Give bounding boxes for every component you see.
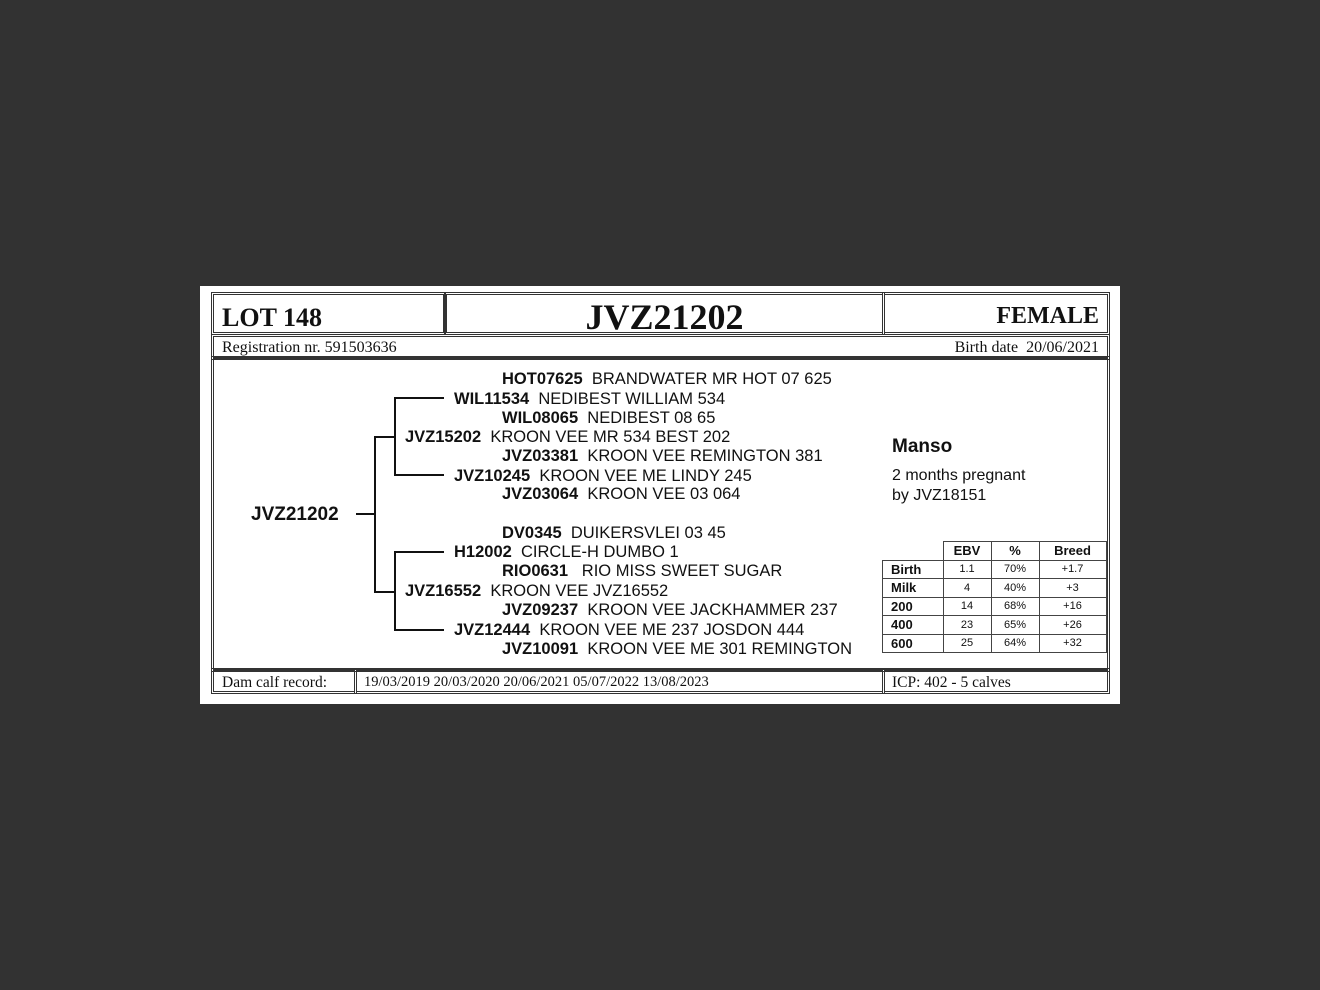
pedigree-code: HOT07625 [502, 370, 583, 388]
animal-name: Manso [892, 436, 953, 457]
pedigree-code: JVZ03064 [502, 485, 579, 503]
calf-record-label: Dam calf record: [222, 674, 327, 691]
pedigree-line [394, 551, 396, 631]
pedigree-ddd [502, 640, 852, 659]
pedigree-name: CIRCLE-H DUMBO 1 [520, 543, 679, 561]
pedigree-ssd [502, 409, 715, 428]
icp-box [882, 668, 1110, 694]
pedigree-name: KROON VEE JVZ16552 [490, 582, 669, 600]
pedigree-sire [405, 428, 730, 447]
ebv-value: 23 [943, 616, 991, 635]
ebv-table [882, 541, 1107, 653]
pedigree-code: H12002 [454, 543, 512, 561]
pct-value: 64% [991, 634, 1039, 653]
trait-label: 600 [883, 634, 944, 653]
pedigree-line [394, 629, 444, 631]
trait-label: Birth [883, 560, 944, 579]
pedigree-sss [502, 370, 832, 389]
registration-number: Registration nr. 591503636 [222, 339, 397, 356]
pedigree-dsd [502, 562, 782, 581]
pedigree-code: JVZ16552 [405, 582, 482, 600]
birth-date [955, 339, 1099, 357]
pedigree-ds [454, 543, 679, 562]
pct-value: 70% [991, 560, 1039, 579]
ebv-value: 1.1 [943, 560, 991, 579]
birth-date-label: Birth date [954, 339, 1019, 356]
pedigree-code: JVZ12444 [454, 621, 531, 639]
pedigree-code: DV0345 [502, 524, 562, 542]
pedigree-name: KROON VEE REMINGTON 381 [587, 447, 823, 465]
pedigree-line [374, 436, 376, 593]
ebv-row [883, 560, 1107, 579]
calf-label-box [211, 668, 357, 694]
birth-date-value: 20/06/2021 [1026, 339, 1099, 356]
breed-value: +1.7 [1039, 560, 1106, 579]
calf-record-dates: 19/03/2019 20/03/2020 20/06/2021 05/07/2022 13/08/2023 [364, 674, 709, 690]
pedigree-name: NEDIBEST WILLIAM 534 [538, 390, 726, 408]
pedigree-code: JVZ03381 [502, 447, 579, 465]
pedigree-name: DUIKERSVLEI 03 45 [570, 524, 726, 542]
trait-label: Milk [883, 579, 944, 598]
ebv-value: 4 [943, 579, 991, 598]
pedigree-name: KROON VEE ME 237 JOSDON 444 [539, 621, 805, 639]
ebv-corner [883, 542, 944, 561]
breed-header: Breed [1039, 542, 1106, 561]
ebv-value: 25 [943, 634, 991, 653]
pedigree-line [374, 436, 396, 438]
subject-animal: JVZ21202 [251, 504, 339, 525]
pedigree-name: KROON VEE JACKHAMMER 237 [587, 601, 838, 619]
pedigree-dds [502, 601, 838, 620]
pedigree-code: JVZ09237 [502, 601, 579, 619]
sex-label: FEMALE [996, 303, 1099, 329]
breed-value: +32 [1039, 634, 1106, 653]
ebv-row [883, 616, 1107, 635]
icp-value: ICP: 402 - 5 calves [892, 674, 1011, 691]
lot-box [211, 292, 446, 335]
pedigree-code: JVZ15202 [405, 428, 482, 446]
pedigree-name: NEDIBEST 08 65 [587, 409, 716, 427]
pedigree-ss [454, 390, 725, 409]
pct-value: 40% [991, 579, 1039, 598]
pedigree-line [394, 397, 444, 399]
breed-value: +26 [1039, 616, 1106, 635]
pct-value: 68% [991, 597, 1039, 616]
ebv-row [883, 634, 1107, 653]
pedigree-name: KROON VEE ME 301 REMINGTON [587, 640, 852, 658]
ebv-header-row [883, 542, 1107, 561]
pedigree-line [374, 591, 396, 593]
pct-value: 65% [991, 616, 1039, 635]
regno-box [444, 292, 885, 335]
pct-header: % [991, 542, 1039, 561]
pedigree-line [356, 513, 375, 515]
pedigree-code: WIL11534 [454, 390, 530, 408]
ebv-row [883, 597, 1107, 616]
ebv-header: EBV [943, 542, 991, 561]
animal-id-title: JVZ21202 [585, 297, 744, 337]
pedigree-name: KROON VEE 03 064 [587, 485, 741, 503]
pedigree-line [394, 551, 444, 553]
pedigree-dam [405, 582, 668, 601]
pedigree-name: BRANDWATER MR HOT 07 625 [591, 370, 832, 388]
pedigree-dss [502, 524, 726, 543]
breed-value: +16 [1039, 597, 1106, 616]
pedigree-code: WIL08065 [502, 409, 579, 427]
pedigree-code: JVZ10245 [454, 467, 531, 485]
pedigree-name: KROON VEE ME LINDY 245 [539, 467, 752, 485]
pedigree-code: JVZ10091 [502, 640, 579, 658]
calf-dates-box [354, 668, 885, 694]
pedigree-sds [502, 447, 823, 466]
pedigree-line [394, 397, 396, 476]
pedigree-name: KROON VEE MR 534 BEST 202 [490, 428, 731, 446]
sex-box [882, 292, 1110, 335]
ebv-value: 14 [943, 597, 991, 616]
pregnancy-sire: by JVZ18151 [892, 487, 987, 504]
pregnancy-status: 2 months pregnant [892, 467, 1026, 484]
pedigree-dd [454, 621, 804, 640]
breed-value: +3 [1039, 579, 1106, 598]
pedigree-code: RIO0631 [502, 562, 569, 580]
pedigree-name: RIO MISS SWEET SUGAR [577, 562, 783, 580]
trait-label: 400 [883, 616, 944, 635]
trait-label: 200 [883, 597, 944, 616]
pedigree-line [394, 474, 444, 476]
ebv-row [883, 579, 1107, 598]
pedigree-sd [454, 467, 752, 486]
lot-number: LOT 148 [222, 303, 322, 332]
lot-card [200, 286, 1120, 704]
pedigree-sdd [502, 485, 741, 504]
